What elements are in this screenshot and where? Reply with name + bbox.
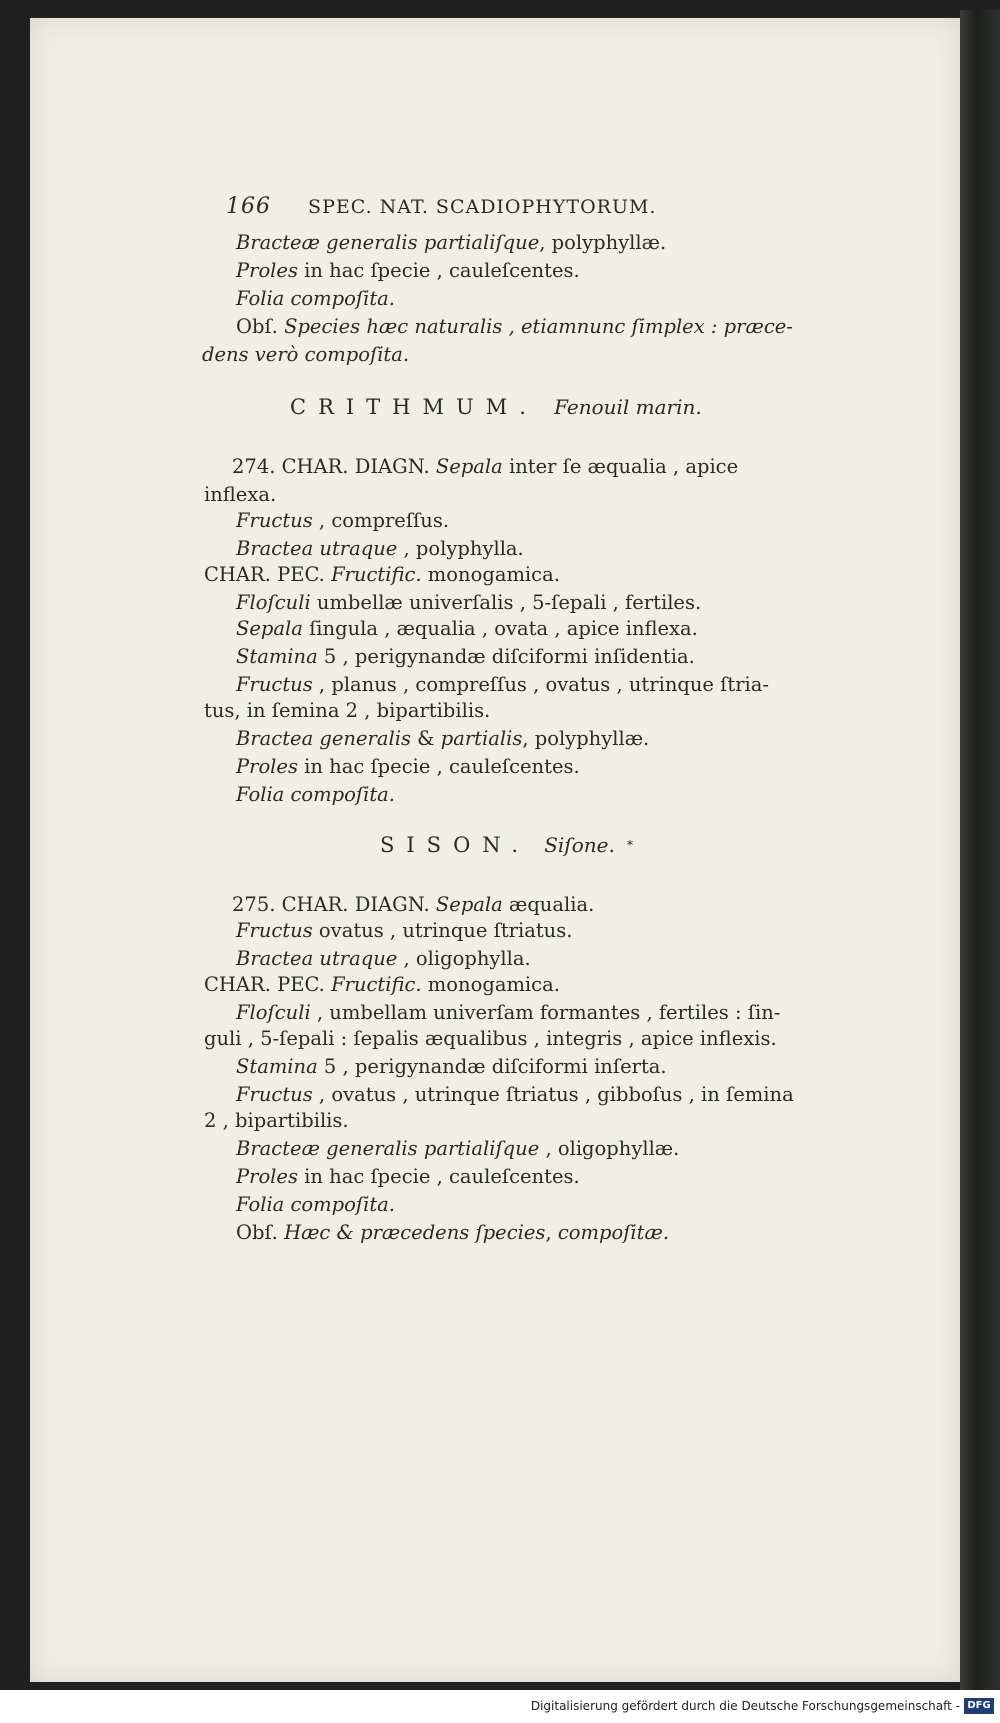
text-line: [236, 946, 531, 972]
text-italic: Stamina: [236, 1055, 318, 1078]
running-title: SPEC. NAT. SCADIOPHYTORUM.: [308, 196, 657, 218]
text-roman: , compreſſus.: [312, 509, 450, 532]
text-line: [232, 892, 594, 918]
text-roman: 5 , perigynandæ diſciformi inſidentia.: [317, 645, 695, 668]
text-line: Folia compoſita.: [236, 287, 395, 310]
text-roman: umbellæ univerſalis , 5-ſepali , fertiles.: [310, 591, 702, 614]
text-line: [236, 1164, 580, 1190]
text-line: inflexa.: [204, 483, 277, 506]
text-italic: Fructus: [236, 509, 313, 532]
text-roman: inter ſe æqualia , apice: [502, 455, 739, 478]
text-line: [236, 1000, 780, 1026]
text-line: [236, 590, 701, 616]
text-roman: CHAR. PEC.: [204, 563, 332, 586]
text-roman: Obſ.: [236, 315, 285, 338]
text-italic: Bracteæ generalis partialiſque: [236, 231, 540, 254]
text-italic: Sepala: [236, 617, 303, 640]
text-line: Folia compoſita.: [236, 783, 395, 806]
text-line: [236, 616, 698, 642]
text-italic: Bractea utraque: [236, 947, 398, 970]
text-italic: Floſculi: [236, 1001, 311, 1024]
genus-heading-crithmum: [290, 394, 702, 421]
text-italic: Sepala: [435, 893, 503, 916]
text-italic: Fructific.: [331, 973, 422, 996]
text-line: [204, 972, 560, 998]
text-roman: , planus , compreſſus , ovatus , utrinque ſtria-: [312, 673, 769, 696]
text-italic: Stamina: [236, 645, 318, 668]
text-line: [204, 562, 560, 588]
text-line: 2 , bipartibilis.: [204, 1109, 349, 1132]
running-header: [226, 194, 656, 220]
genus-heading-sison: [380, 832, 633, 859]
text-roman: Obſ.: [236, 1221, 285, 1244]
genus-name: CRITHMUM.: [290, 395, 538, 419]
text-italic: Bracteæ generalis partialiſque: [236, 1137, 540, 1160]
text-roman: , polyphyllæ.: [539, 231, 667, 254]
text-line: guli , 5-ſepali : ſepalis æqualibus , integris , apice inflexis.: [204, 1027, 777, 1050]
text-line: dens verò compoſita.: [202, 343, 410, 366]
text-line: [236, 672, 769, 698]
text-roman: , oligophyllæ.: [539, 1137, 680, 1160]
text-line: [236, 508, 449, 534]
text-roman: CHAR. PEC.: [204, 973, 332, 996]
text-roman: monogamica.: [421, 563, 560, 586]
book-edge: [960, 10, 1000, 1690]
text-roman: ſingula , æqualia , ovata , apice inflexa.: [302, 617, 698, 640]
text-italic: Bractea utraque: [236, 537, 398, 560]
text-roman: , polyphyllæ.: [522, 727, 650, 750]
text-line: [236, 230, 666, 256]
text-line: Folia compoſita.: [236, 1193, 395, 1216]
text-line: [236, 314, 793, 340]
text-roman: ,: [545, 1221, 558, 1244]
text-line: [236, 644, 695, 670]
text-italic: Species hæc naturalis , etiamnunc ſimplex : præce-: [284, 315, 793, 338]
text-italic: Fructus: [236, 673, 313, 696]
text-line: tus, in ſemina 2 , bipartibilis.: [204, 699, 491, 722]
text-roman: 274. CHAR. DIAGN.: [232, 455, 436, 478]
text-line: [236, 754, 580, 780]
text-line: [236, 918, 572, 944]
dfg-logo: DFG: [964, 1698, 994, 1714]
text-italic: Fructific.: [331, 563, 422, 586]
text-roman: , umbellam univerſam formantes , fertiles : ſin-: [310, 1001, 781, 1024]
text-line: [236, 1054, 667, 1080]
text-roman: , ovatus , utrinque ſtriatus , gibboſus , in ſemina: [312, 1083, 794, 1106]
text-roman: ovatus , utrinque ſtriatus.: [312, 919, 573, 942]
text-italic: Fructus: [236, 919, 313, 942]
text-line: [236, 258, 580, 284]
text-roman: , polyphylla.: [397, 537, 524, 560]
page-number: 166: [226, 194, 271, 219]
text-roman: , oligophylla.: [397, 947, 531, 970]
text-italic: Sepala: [435, 455, 503, 478]
funding-notice: Digitalisierung gefördert durch die Deutsche Forschungsgemeinschaft -: [530, 1699, 960, 1713]
text-roman: 5 , perigynandæ diſciformi inſerta.: [317, 1055, 667, 1078]
text-italic: Proles: [236, 259, 298, 282]
text-italic: Floſculi: [236, 591, 311, 614]
text-line: [236, 1220, 669, 1246]
text-line: [232, 454, 738, 480]
text-italic: Proles: [236, 755, 298, 778]
text-roman: in hac ſpecie , cauleſcentes.: [297, 755, 580, 778]
text-roman: monogamica.: [421, 973, 560, 996]
book-page: [30, 18, 960, 1682]
text-roman: &: [410, 727, 441, 750]
text-line: [236, 536, 524, 562]
text-italic: Proles: [236, 1165, 298, 1188]
vernacular-name: Siſone.: [544, 833, 615, 857]
genus-name: SISON.: [380, 833, 530, 857]
text-italic: partialis: [440, 727, 523, 750]
text-line: [236, 1136, 679, 1162]
vernacular-name: Fenouil marin.: [554, 395, 702, 419]
text-italic: Bractea generalis: [236, 727, 411, 750]
text-italic: Hæc & præcedens ſpecies: [284, 1221, 546, 1244]
text-roman: in hac ſpecie , cauleſcentes.: [297, 259, 580, 282]
text-italic: compoſitæ.: [557, 1221, 670, 1244]
text-roman: æqualia.: [502, 893, 595, 916]
text-italic: Fructus: [236, 1083, 313, 1106]
footnote-mark: *: [627, 838, 634, 852]
text-roman: 275. CHAR. DIAGN.: [232, 893, 436, 916]
text-line: [236, 726, 649, 752]
text-line: [236, 1082, 794, 1108]
footer-bar: [0, 1693, 1000, 1723]
text-roman: in hac ſpecie , cauleſcentes.: [297, 1165, 580, 1188]
